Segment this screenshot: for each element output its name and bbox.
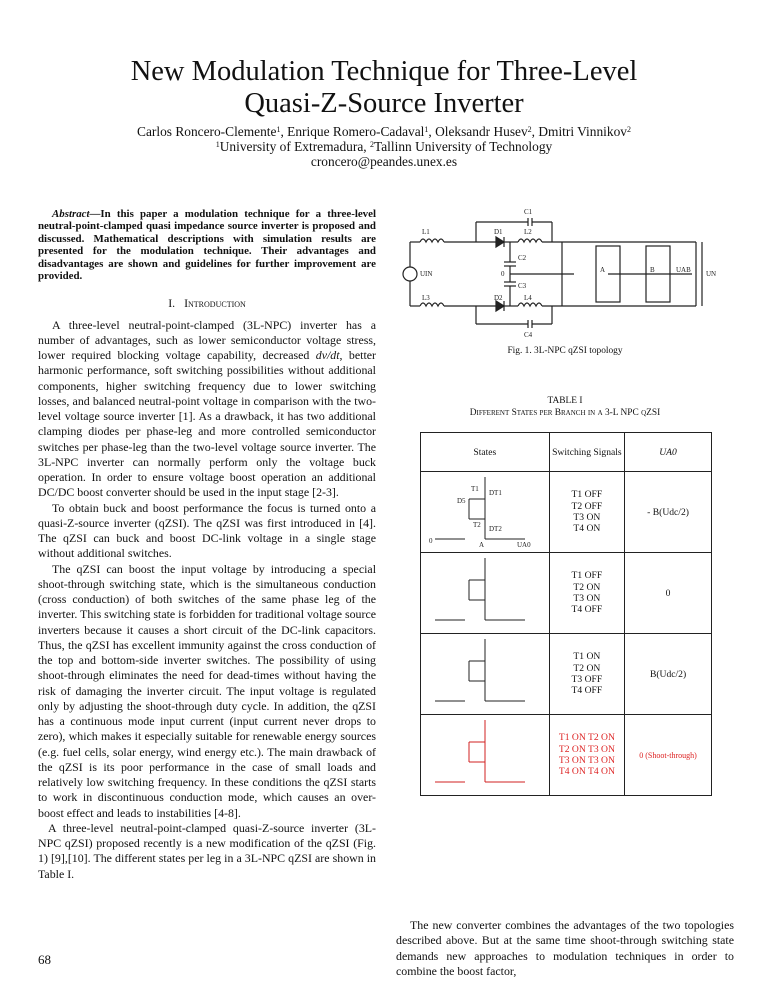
diag-dt1: DT1 — [488, 488, 502, 497]
sw-2: T2 ON — [573, 662, 601, 674]
leg-diagram-2 — [425, 554, 545, 630]
state-diagram-2 — [421, 553, 550, 634]
affil-2-sup: 2 — [369, 140, 374, 149]
sw-3: T3 ON T3 ON — [558, 755, 615, 766]
sw-4: T4 ON T4 ON — [558, 766, 615, 778]
diag-t1: T1 — [470, 484, 479, 493]
fig1-label-zero: 0 — [501, 270, 505, 278]
header-switching: Switching Signals — [549, 433, 624, 472]
abstract — [38, 208, 376, 282]
diag-ua0: UA0 — [516, 540, 531, 549]
figure-1-circuit — [396, 196, 734, 341]
paragraph-3: The qZSI can boost the input voltage by introducing a special shoot-through switching state, which is the simultaneous conduction (cross conduction) of both switches of the same phase leg of the inverter. This switching state is forbidden for traditional voltage source inverters because it causes a short circuit of the DC-link capacitors. Thus, the qZSI has excellent immunity against the cross conduction of the top and bottom-side inverter switches. The possibility of using shoot-through eliminates the need for dead-times without having the risk of damaging the inverter circuit. The input voltage is regulated only by adjusting the shoot-through duty cycle. In addition, the qZSI has a continuous mode input current (input current never drops to zero), which makes it especially suitable for renewable energy sources (e.g. fuel cells, solar energy, wind energy etc.). The main drawback of the qZSI is its poor performance in the case of small loads and relatively low switching frequency. In these conditions the qZSI starts to work in discontinuous conduction mode, which causes an over-boost effect and leads to instabilities [4-8]. — [38, 561, 376, 820]
table-row — [421, 472, 712, 553]
fig1-label-L3: L3 — [422, 294, 430, 302]
table-row — [421, 634, 712, 715]
table-row — [421, 553, 712, 634]
paragraph-5: The new converter combines the advantages of the two topologies described above. But at the same time shoot-through switching state demands new approaches to modulation techniques in order to combine the boost factor, — [396, 918, 734, 978]
fig1-label-UIN: UIN — [420, 270, 433, 278]
sw-2: T2 ON — [573, 581, 601, 593]
paper-title — [40, 56, 728, 120]
state-diagram-3 — [421, 634, 550, 715]
ua0-cell: 0 (Shoot-through) — [625, 715, 712, 796]
sw-1: T1 OFF — [571, 570, 603, 582]
abstract-text: —In this paper a modulation technique for a three-level neutral-point-clamped quasi impedance source inverter is proposed and discussed. Mathematical descriptions with simulation results are presented for the modulation technique. Their advantages and disadvantages are shown and guidelines for further improvement are provided. — [38, 208, 376, 283]
paragraph-1 — [38, 318, 376, 501]
contact-email: croncero@peandes.unex.es — [310, 154, 458, 169]
affil-1-sup: 1 — [215, 140, 220, 149]
paragraph-2: To obtain buck and boost performance the focus is turned onto a quasi-Z-source inverter (qZSI). The qZSI was first introduced in [4]. The qZSI can buck and boost DC-link voltage in a single stage without additional switches. — [38, 500, 376, 561]
fig1-label-UN: UN — [706, 270, 717, 278]
ua0-cell: - B(Udc/2) — [625, 472, 712, 553]
sw-1: T1 ON — [573, 651, 601, 663]
switching-cell — [549, 472, 624, 553]
left-column — [38, 208, 376, 882]
abstract-label: Abstract — [52, 208, 90, 220]
author-3-sup: 2 — [527, 125, 532, 134]
fig1-label-C2: C2 — [518, 254, 527, 262]
leg-diagram-1 — [425, 473, 545, 549]
author-1-sup: 1 — [276, 125, 281, 134]
fig1-label-C1: C1 — [524, 208, 533, 216]
fig1-label-UAB: UAB — [676, 266, 691, 274]
sw-2: T2 ON T3 ON — [558, 743, 615, 755]
table-1 — [420, 432, 712, 796]
fig1-label-D1: D1 — [494, 228, 503, 236]
author-3: , Oleksandr Husev — [428, 124, 528, 139]
figure-1-caption: Fig. 1. 3L-NPC qZSI topology — [507, 346, 623, 356]
diag-dt2: DT2 — [488, 524, 502, 533]
sw-4: T4 OFF — [571, 685, 603, 697]
fig1-label-C4: C4 — [524, 331, 533, 339]
sw-1: T1 ON T2 ON — [558, 732, 615, 744]
table-header-row — [421, 433, 712, 472]
affil-2: Tallinn University of Technology — [373, 139, 553, 154]
sw-3: T3 ON — [573, 593, 601, 604]
fig1-label-D2: D2 — [494, 294, 503, 302]
fig1-label-C3: C3 — [518, 282, 527, 290]
p1-italic: dv/dt — [315, 348, 340, 363]
leg-diagram-3 — [425, 635, 545, 711]
sw-3: T3 ON — [573, 512, 601, 523]
fig1-label-L2: L2 — [524, 228, 532, 236]
author-2-sup: 1 — [424, 125, 429, 134]
author-4: , Dmitri Vinnikov — [531, 124, 627, 139]
fig1-label-L1: L1 — [422, 228, 430, 236]
affiliations — [40, 139, 728, 154]
fig1-label-A: A — [600, 266, 606, 274]
header-states: States — [421, 433, 550, 472]
author-1: Carlos Roncero-Clemente — [137, 124, 277, 139]
sw-4: T4 OFF — [571, 604, 603, 616]
p1-part-b: , better harmonic performance, soft switching possibilities without additional components, higher switching frequency due to lower switching losses, and balanced neutral-point voltage in comparison with the two-level voltage source inverter [1]. As a drawback, it has two additional clamping diodes per phase-leg and more controlled semiconductor switches per phase-leg than the two-level voltage source inverter. The 3L-NPC inverter can normally perform only the voltage buck operation. In order to ensure voltage boost operation an additional DC/DC boost converter should be used in the input stage [2-3]. — [38, 348, 376, 500]
switching-cell — [549, 553, 624, 634]
section-title: Introduction — [184, 296, 246, 311]
fig1-label-B: B — [650, 266, 655, 274]
author-4-sup: 2 — [626, 125, 631, 134]
sw-1: T1 OFF — [571, 489, 603, 501]
title-line-2: Quasi-Z-Source Inverter — [244, 88, 524, 119]
paragraph-4: A three-level neutral-point-clamped quasi-Z-source inverter (3L-NPC qZSI) proposed recently is a new modification of the qZSI (Fig. 1) [9],[10]. The different states per leg in a 3L-NPC qZSI are shown in Table I. — [38, 820, 376, 881]
title-line-1: New Modulation Technique for Three-Level — [130, 56, 638, 87]
diag-t2: T2 — [472, 520, 481, 529]
ua0-cell: 0 — [625, 553, 712, 634]
header-ua0: UA0 — [625, 433, 712, 472]
ua0-cell: B(Udc/2) — [625, 634, 712, 715]
switching-cell — [549, 634, 624, 715]
state-diagram-4 — [421, 715, 550, 796]
table-1-title: Different States per Branch in a 3-L NPC qZSI — [469, 408, 661, 418]
sw-4: T4 ON — [573, 523, 601, 535]
fig1-label-L4: L4 — [524, 294, 532, 302]
leg-diagram-4 — [425, 716, 545, 792]
diag-zero: 0 — [428, 536, 433, 545]
diag-d5: D5 — [456, 496, 466, 505]
state-diagram-1 — [421, 472, 550, 553]
affil-1: University of Extremadura, — [219, 139, 370, 154]
author-list — [40, 124, 728, 139]
section-heading — [38, 296, 376, 311]
sw-3: T3 OFF — [571, 674, 603, 685]
author-2: , Enrique Romero-Cadaval — [280, 124, 425, 139]
p1-part-a: A three-level neutral-point-clamped (3L-NPC) inverter has a number of advantages, such as lower semiconductor voltage stress, lower required blocking voltage capability, decreased — [38, 317, 376, 363]
sw-2: T2 OFF — [571, 500, 603, 512]
table-1-label: TABLE I — [547, 396, 583, 406]
diag-a: A — [478, 540, 484, 549]
table-row — [421, 715, 712, 796]
page-number: 68 — [38, 952, 51, 967]
section-number: I. — [168, 296, 176, 311]
switching-cell — [549, 715, 624, 796]
